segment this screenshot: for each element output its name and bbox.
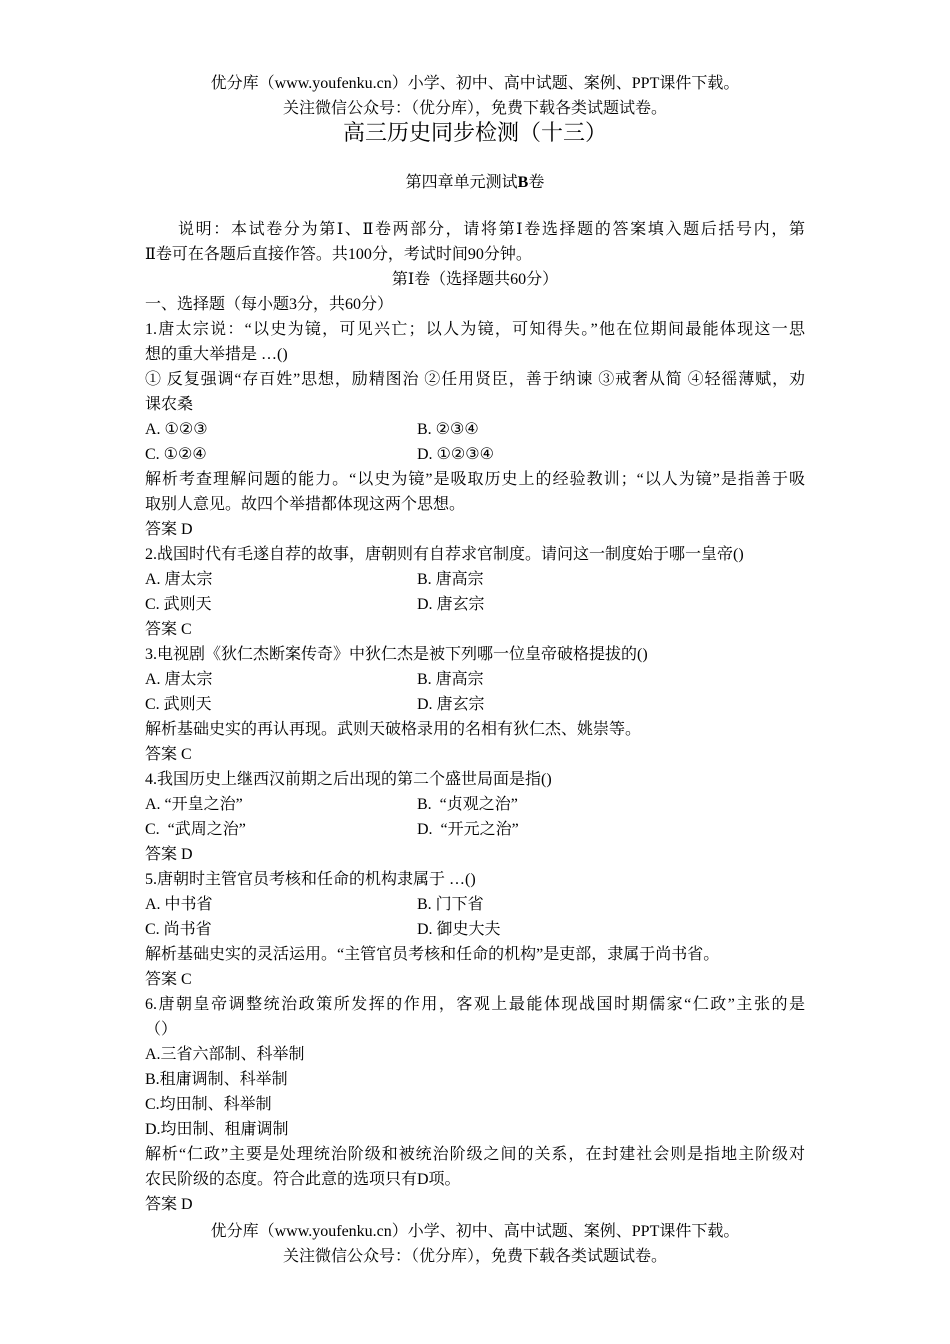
options: [145, 792, 805, 842]
question-2: [145, 542, 805, 642]
options: [145, 567, 805, 617]
answer: 答案 D: [145, 1196, 193, 1213]
option-c: C.均田制、科举制: [145, 1096, 272, 1113]
option-c: C. 尚书省: [145, 921, 212, 938]
question-statements: ① 反复强调“存百姓”思想，励精图治 ②任用贤臣，善于纳谏 ③戒奢从简 ④轻徭薄赋，劝: [145, 371, 805, 388]
analysis: 农民阶级的态度。符合此意的选项只有D项。: [145, 1171, 461, 1188]
analysis: 解析“仁政”主要是处理统治阶级和被统治阶级之间的关系，在封建社会则是指地主阶级对: [145, 1146, 805, 1163]
options: [145, 667, 805, 717]
option-c: C. ①②④: [145, 446, 207, 463]
question-stem: 5.唐朝时主管官员考核和任命的机构隶属于 …(): [145, 871, 476, 888]
option-a: A. “开皇之治”: [145, 796, 243, 813]
question-statements: 课农桑: [145, 396, 194, 413]
options: [145, 417, 805, 467]
option-a: A.三省六部制、科举制: [145, 1046, 305, 1063]
answer: 答案 C: [145, 621, 192, 638]
header-line-2: 关注微信公众号：（优分库），免费下载各类试题试卷。: [282, 100, 667, 117]
question-stem: 3.电视剧《狄仁杰断案传奇》中狄仁杰是被下列哪一位皇帝破格提拔的(): [145, 646, 648, 663]
option-d: D. “开元之治”: [417, 821, 519, 838]
instructions-line: 说明：本试卷分为第Ⅰ、Ⅱ卷两部分，请将第Ⅰ卷选择题的答案填入题后括号内，第: [178, 221, 805, 238]
option-d: D. 唐玄宗: [417, 596, 485, 613]
answer: 答案 D: [145, 846, 193, 863]
part-title: 第Ⅰ卷（选择题共60分）: [391, 271, 559, 288]
answer: 答案 D: [145, 521, 193, 538]
question-stem: 1.唐太宗说：“以史为镜，可见兴亡；以人为镜，可知得失。”他在位期间最能体现这一思: [145, 321, 805, 338]
header-line-1: 优分库（www.youfenku.cn）小学、初中、高中试题、案例、PPT课件下载。: [210, 75, 740, 92]
option-c: C. “武周之治”: [145, 821, 246, 838]
answer: 答案 C: [145, 971, 192, 988]
option-b: B. 唐高宗: [417, 671, 484, 688]
question-3: [145, 642, 805, 767]
option-c: C. 武则天: [145, 596, 212, 613]
document-title: 高三历史同步检测（十三）: [342, 120, 607, 145]
question-stem: 想的重大举措是 …(): [145, 346, 288, 363]
page-header: [0, 71, 950, 121]
question-stem: 6.唐朝皇帝调整统治政策所发挥的作用，客观上最能体现战国时期儒家“仁政”主张的是: [145, 996, 805, 1013]
option-b: B. 唐高宗: [417, 571, 484, 588]
question-stem: 4.我国历史上继西汉前期之后出现的第二个盛世局面是指(): [145, 771, 552, 788]
subtitle-suffix: 卷: [528, 174, 545, 191]
footer-line-2: 关注微信公众号：（优分库），免费下载各类试题试卷。: [282, 1248, 667, 1265]
option-d: D. 唐玄宗: [417, 696, 485, 713]
option-a: A. 唐太宗: [145, 571, 213, 588]
subtitle-bold: B: [517, 174, 529, 191]
options: [145, 1042, 805, 1142]
question-5: [145, 867, 805, 992]
question-6: [145, 992, 805, 1217]
option-a: A. 唐太宗: [145, 671, 213, 688]
option-b: B. ②③④: [417, 421, 479, 438]
option-b: B. 门下省: [417, 896, 484, 913]
analysis: 取别人意见。故四个举措都体现这两个思想。: [145, 496, 466, 513]
document-body: [145, 217, 805, 1217]
option-d: D.均田制、租庸调制: [145, 1121, 289, 1138]
page-footer: [0, 1219, 950, 1269]
option-c: C. 武则天: [145, 696, 212, 713]
question-4: [145, 767, 805, 867]
options: [145, 892, 805, 942]
question-stem: （）: [145, 1021, 178, 1038]
analysis: 解析基础史实的再认再现。武则天破格录用的名相有狄仁杰、姚崇等。: [145, 721, 642, 738]
option-d: D. 御史大夫: [417, 921, 501, 938]
section-title: 一、选择题（每小题3分，共60分）: [145, 296, 394, 313]
question-1: [145, 317, 805, 542]
answer: 答案 C: [145, 746, 192, 763]
document-subtitle: [0, 170, 950, 195]
analysis: 解析基础史实的灵活运用。“主管官员考核和任命的机构”是吏部，隶属于尚书省。: [145, 946, 720, 963]
option-b: B.租庸调制、科举制: [145, 1071, 288, 1088]
instructions: [145, 217, 805, 267]
option-d: D. ①②③④: [417, 446, 494, 463]
footer-line-1: 优分库（www.youfenku.cn）小学、初中、高中试题、案例、PPT课件下载。: [210, 1223, 740, 1240]
subtitle-prefix: 第四章单元测试: [405, 174, 518, 191]
question-stem: 2.战国时代有毛遂自荐的故事，唐朝则有自荐求官制度。请问这一制度始于哪一皇帝(): [145, 546, 744, 563]
option-a: A. 中书省: [145, 896, 213, 913]
instructions-line: Ⅱ卷可在各题后直接作答。共100分，考试时间90分钟。: [145, 246, 532, 263]
analysis: 解析考查理解问题的能力。“以史为镜”是吸取历史上的经验教训；“以人为镜”是指善于吸: [145, 471, 805, 488]
option-b: B. “贞观之治”: [417, 796, 518, 813]
option-a: A. ①②③: [145, 421, 208, 438]
